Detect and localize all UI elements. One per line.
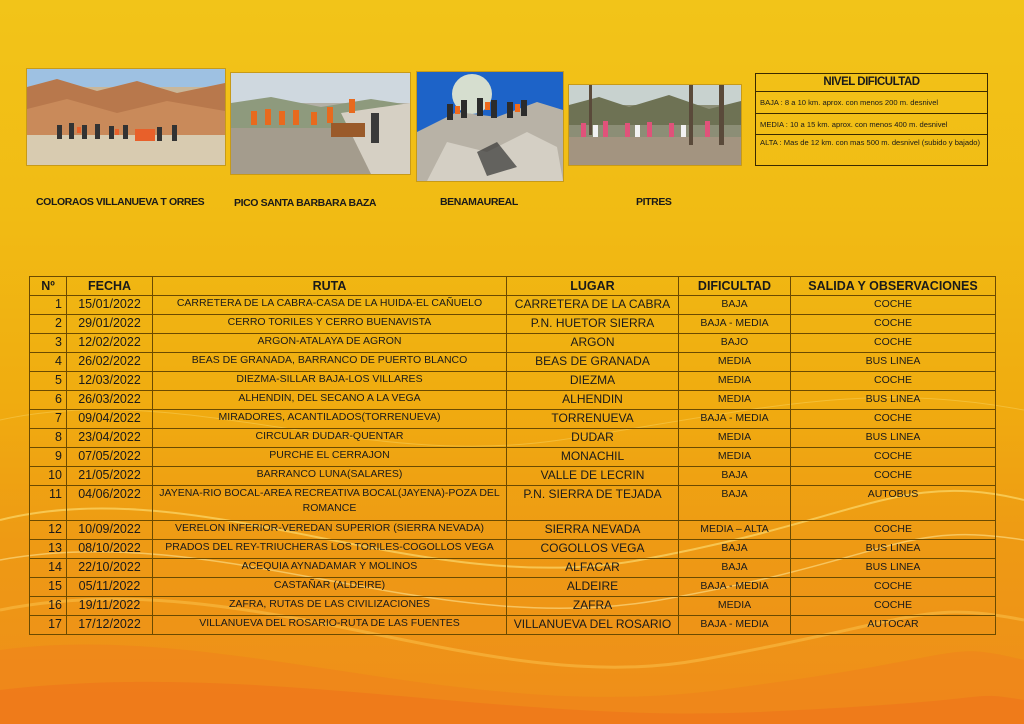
cell-fecha (67, 597, 153, 616)
photo-pico-santa-barbara (230, 72, 411, 175)
cell-fecha (67, 372, 153, 391)
cell-ruta-text: PURCHE EL CERRAJON (269, 449, 390, 461)
cell-lugar-text: BEAS DE GRANADA (535, 354, 650, 368)
header-salida: SALIDA Y OBSERVACIONES (791, 277, 996, 296)
legend-row-baja: BAJA : 8 a 10 km. aprox. con menos 200 m. desnivel (756, 92, 987, 114)
table-row (30, 597, 996, 616)
cell-lugar-text: DIEZMA (569, 373, 616, 387)
cell-salida-text: BUS LINEA (865, 542, 921, 554)
cell-dificultad-text: BAJA (721, 298, 748, 310)
table-row (30, 429, 996, 448)
cell-salida (791, 353, 996, 372)
cell-lugar (507, 429, 679, 448)
cell-fecha-text: 19/11/2022 (78, 598, 141, 612)
cell-fecha-text: 08/10/2022 (78, 541, 141, 555)
cell-ruta-text: CIRCULAR DUDAR-QUENTAR (255, 430, 404, 442)
cell-numero-text: 9 (55, 449, 62, 463)
cell-salida (791, 486, 996, 521)
cell-fecha (67, 448, 153, 467)
cell-lugar (507, 296, 679, 315)
cell-numero (30, 391, 67, 410)
cell-salida-text: COCHE (874, 599, 912, 611)
routes-table (29, 276, 996, 635)
cell-salida-text: COCHE (874, 298, 912, 310)
cell-fecha (67, 467, 153, 486)
cell-numero-text: 7 (55, 411, 62, 425)
cell-numero (30, 486, 67, 521)
cell-numero-text: 17 (48, 617, 62, 631)
cell-fecha-text: 29/01/2022 (78, 316, 141, 330)
cell-ruta (153, 540, 507, 559)
cell-fecha-text: 05/11/2022 (78, 579, 141, 593)
caption-coloraos: COLORAOS VILLANUEVA T ORRES (36, 196, 205, 208)
cell-ruta (153, 315, 507, 334)
cell-salida (791, 296, 996, 315)
cell-salida (791, 448, 996, 467)
cell-ruta-text: ARGON-ATALAYA DE AGRON (257, 335, 402, 347)
cell-numero (30, 372, 67, 391)
badlands-photo-icon (27, 69, 225, 165)
cell-numero (30, 540, 67, 559)
table-row (30, 559, 996, 578)
cell-dificultad-text: MEDIA (717, 599, 752, 611)
header-numero: Nº (30, 277, 67, 296)
cell-numero-text: 4 (55, 354, 62, 368)
cell-salida-text: BUS LINEA (865, 393, 921, 405)
cell-lugar (507, 353, 679, 372)
cell-salida (791, 616, 996, 635)
cell-ruta (153, 448, 507, 467)
cell-ruta (153, 391, 507, 410)
cell-fecha-text: 23/04/2022 (78, 430, 141, 444)
legend-row-alta: ALTA : Mas de 12 km. con mas 500 m. desnivel (subido y bajado) (760, 138, 981, 147)
cell-lugar-text: VILLANUEVA DEL ROSARIO (513, 617, 672, 631)
cell-ruta (153, 296, 507, 315)
cell-fecha (67, 429, 153, 448)
table-row (30, 616, 996, 635)
cell-dificultad (679, 540, 791, 559)
cell-salida (791, 578, 996, 597)
cell-dificultad (679, 616, 791, 635)
cell-fecha-text: 09/04/2022 (78, 411, 141, 425)
cell-numero (30, 616, 67, 635)
table-row (30, 467, 996, 486)
cell-dificultad (679, 315, 791, 334)
cell-salida (791, 315, 996, 334)
table-row (30, 372, 996, 391)
cell-ruta (153, 559, 507, 578)
cell-dificultad-text: BAJA - MEDIA (700, 580, 769, 592)
cell-fecha (67, 559, 153, 578)
cell-salida (791, 540, 996, 559)
header-dificultad: DIFICULTAD (679, 277, 791, 296)
cell-numero (30, 559, 67, 578)
cell-numero-text: 15 (48, 579, 62, 593)
cell-fecha-text: 12/03/2022 (78, 373, 141, 387)
cell-ruta (153, 372, 507, 391)
cell-salida (791, 372, 996, 391)
cell-ruta (153, 467, 507, 486)
cell-dificultad-text: MEDIA (717, 450, 752, 462)
cell-fecha-text: 26/02/2022 (78, 354, 141, 368)
cell-ruta-text: ALHENDIN, DEL SECANO A LA VEGA (238, 392, 421, 404)
cell-salida-text: BUS LINEA (865, 355, 921, 367)
cell-fecha-text: 15/01/2022 (78, 297, 141, 311)
cell-salida-text: AUTOCAR (867, 618, 919, 630)
caption-pitres: PITRES (636, 196, 672, 208)
cell-lugar (507, 315, 679, 334)
cell-lugar (507, 372, 679, 391)
cell-ruta-text: CERRO TORILES Y CERRO BUENAVISTA (227, 316, 432, 328)
cell-numero (30, 296, 67, 315)
cell-lugar-text: ALDEIRE (566, 579, 619, 593)
cell-ruta-text: CASTAÑAR (ALDEIRE) (273, 579, 386, 591)
cell-fecha (67, 410, 153, 429)
cell-ruta-text: DIEZMA-SILLAR BAJA-LOS VILLARES (236, 373, 423, 385)
cell-dificultad (679, 578, 791, 597)
cell-numero (30, 429, 67, 448)
cell-ruta-text: JAYENA-RIO BOCAL-AREA RECREATIVA BOCAL(JAYENA)-POZA DEL ROMANCE (159, 487, 500, 514)
cell-ruta (153, 353, 507, 372)
cell-lugar (507, 467, 679, 486)
cell-dificultad (679, 448, 791, 467)
photo-pitres (568, 84, 742, 166)
cell-dificultad-text: BAJA - MEDIA (700, 412, 769, 424)
cell-lugar (507, 448, 679, 467)
cell-lugar (507, 559, 679, 578)
cell-fecha-text: 04/06/2022 (78, 487, 141, 501)
cell-numero-text: 12 (48, 522, 62, 536)
cell-salida-text: COCHE (874, 580, 912, 592)
cell-dificultad-text: MEDIA (717, 374, 752, 386)
cell-numero (30, 334, 67, 353)
cell-numero-text: 11 (49, 487, 62, 501)
cell-lugar (507, 486, 679, 521)
cell-dificultad-text: BAJA - MEDIA (700, 317, 769, 329)
table-row (30, 540, 996, 559)
cell-lugar (507, 391, 679, 410)
cell-salida-text: COCHE (874, 317, 912, 329)
table-row (30, 448, 996, 467)
cell-ruta (153, 486, 507, 521)
table-header-row (30, 277, 996, 296)
cell-dificultad (679, 486, 791, 521)
cell-salida (791, 429, 996, 448)
legend-row-media: MEDIA : 10 a 15 km. aprox. con menos 400 m. desnivel (756, 114, 987, 135)
cell-lugar-text: ZAFRA (572, 598, 613, 612)
table-row (30, 410, 996, 429)
cell-fecha (67, 315, 153, 334)
cell-salida (791, 334, 996, 353)
table-row (30, 578, 996, 597)
cell-lugar-text: TORRENUEVA (551, 411, 634, 425)
cell-dificultad-text: BAJA (721, 488, 748, 500)
cell-lugar-text: ARGON (570, 335, 615, 349)
table-row (30, 296, 996, 315)
cell-numero-text: 2 (55, 316, 62, 330)
cell-ruta-text: VERELON INFERIOR-VEREDAN SUPERIOR (SIERRA NEVADA) (174, 522, 485, 534)
caption-benamaureal: BENAMAUREAL (440, 196, 518, 208)
cell-fecha-text: 22/10/2022 (78, 560, 141, 574)
cell-dificultad-text: MEDIA – ALTA (700, 523, 769, 535)
cell-salida (791, 597, 996, 616)
cell-dificultad (679, 521, 791, 540)
cell-salida (791, 521, 996, 540)
cell-fecha-text: 07/05/2022 (78, 449, 141, 463)
cell-lugar-text: P.N. SIERRA DE TEJADA (523, 487, 662, 501)
cell-salida-text: AUTOBUS (867, 488, 919, 500)
cell-dificultad (679, 410, 791, 429)
cell-ruta (153, 429, 507, 448)
cell-numero-text: 1 (55, 297, 62, 311)
cell-dificultad (679, 353, 791, 372)
summit-photo-icon (231, 73, 410, 174)
cell-numero (30, 578, 67, 597)
table-row (30, 334, 996, 353)
cell-dificultad (679, 334, 791, 353)
cell-dificultad (679, 296, 791, 315)
cell-fecha-text: 17/12/2022 (78, 617, 141, 631)
cell-fecha (67, 334, 153, 353)
cell-ruta-text: PRADOS DEL REY-TRIUCHERAS LOS TORILES-COGOLLOS VEGA (165, 541, 494, 553)
photo-coloraos (26, 68, 226, 166)
cell-fecha-text: 21/05/2022 (78, 468, 141, 482)
cell-fecha-text: 12/02/2022 (78, 335, 141, 349)
cell-lugar-text: P.N. HUETOR SIERRA (530, 316, 655, 330)
cell-lugar-text: SIERRA NEVADA (544, 522, 641, 536)
rock-summit-photo-icon (417, 72, 563, 181)
cell-ruta-text: ACEQUIA AYNADAMAR Y MOLINOS (241, 560, 418, 572)
cell-salida-text: COCHE (874, 523, 912, 535)
cell-fecha-text: 26/03/2022 (78, 392, 141, 406)
cell-lugar-text: DUDAR (571, 430, 614, 444)
cell-ruta (153, 616, 507, 635)
cell-ruta-text: BEAS DE GRANADA, BARRANCO DE PUERTO BLANCO (191, 354, 468, 366)
cell-dificultad-text: BAJA (721, 469, 748, 481)
cell-dificultad (679, 597, 791, 616)
cell-dificultad-text: MEDIA (717, 393, 752, 405)
cell-numero-text: 16 (48, 598, 62, 612)
cell-salida-text: BUS LINEA (865, 431, 921, 443)
cell-salida-text: COCHE (874, 450, 912, 462)
cell-ruta-text: BARRANCO LUNA(SALARES) (256, 468, 403, 480)
cell-ruta-text: ZAFRA, RUTAS DE LAS CIVILIZACIONES (228, 598, 431, 610)
cell-fecha-text: 10/09/2022 (78, 522, 141, 536)
cell-numero-text: 5 (55, 373, 62, 387)
header-fecha: FECHA (67, 277, 153, 296)
cell-lugar (507, 616, 679, 635)
cell-dificultad-text: BAJA (721, 561, 748, 573)
cell-numero (30, 467, 67, 486)
cell-salida-text: COCHE (874, 336, 912, 348)
header-lugar: LUGAR (507, 277, 679, 296)
cell-numero (30, 597, 67, 616)
cell-dificultad-text: MEDIA (717, 431, 752, 443)
cell-lugar (507, 540, 679, 559)
cell-salida (791, 391, 996, 410)
header-ruta: RUTA (153, 277, 507, 296)
cell-salida-text: BUS LINEA (865, 561, 921, 573)
cell-numero-text: 10 (48, 468, 62, 482)
cell-lugar-text: MONACHIL (560, 449, 625, 463)
cell-ruta-text: MIRADORES, ACANTILADOS(TORRENUEVA) (218, 411, 441, 423)
cell-fecha (67, 486, 153, 521)
cell-numero (30, 410, 67, 429)
cell-numero (30, 448, 67, 467)
cell-numero-text: 14 (48, 560, 62, 574)
cell-lugar-text: ALFACAR (565, 560, 620, 574)
cell-fecha (67, 616, 153, 635)
cell-dificultad-text: MEDIA (717, 355, 752, 367)
cell-fecha (67, 353, 153, 372)
cell-dificultad-text: BAJO (720, 336, 749, 348)
cell-ruta-text: CARRETERA DE LA CABRA-CASA DE LA HUIDA-EL CAÑUELO (176, 297, 483, 309)
cell-lugar-text: VALLE DE LECRIN (540, 468, 645, 482)
cell-fecha (67, 578, 153, 597)
table-row (30, 315, 996, 334)
difficulty-legend (755, 73, 988, 166)
cell-ruta (153, 597, 507, 616)
cell-numero-text: 3 (55, 335, 62, 349)
cell-lugar (507, 521, 679, 540)
cell-numero-text: 6 (55, 392, 62, 406)
cell-salida (791, 559, 996, 578)
cell-salida-text: COCHE (874, 374, 912, 386)
cell-fecha (67, 296, 153, 315)
cell-ruta (153, 410, 507, 429)
cell-ruta-text: VILLANUEVA DEL ROSARIO-RUTA DE LAS FUENTES (199, 617, 460, 629)
cell-numero (30, 521, 67, 540)
cell-lugar (507, 410, 679, 429)
cell-dificultad (679, 467, 791, 486)
cell-salida (791, 467, 996, 486)
cell-ruta (153, 578, 507, 597)
cell-fecha (67, 540, 153, 559)
cell-fecha (67, 521, 153, 540)
photo-benamaureal (416, 71, 564, 182)
table-row (30, 486, 996, 521)
cell-lugar (507, 597, 679, 616)
cell-fecha (67, 391, 153, 410)
cell-lugar (507, 578, 679, 597)
caption-pico-santa-barbara: PICO SANTA BARBARA BAZA (234, 197, 377, 209)
cell-dificultad (679, 391, 791, 410)
legend-title: NIVEL DIFICULTAD (756, 74, 987, 92)
cell-salida-text: COCHE (874, 469, 912, 481)
cell-lugar-text: COGOLLOS VEGA (540, 541, 645, 555)
cell-dificultad (679, 372, 791, 391)
table-row (30, 353, 996, 372)
table-row (30, 391, 996, 410)
cell-ruta (153, 521, 507, 540)
cell-ruta (153, 334, 507, 353)
cell-numero-text: 8 (55, 430, 62, 444)
forest-photo-icon (569, 85, 741, 165)
cell-salida-text: COCHE (874, 412, 912, 424)
cell-dificultad-text: BAJA - MEDIA (700, 618, 769, 630)
cell-dificultad (679, 559, 791, 578)
cell-numero (30, 315, 67, 334)
cell-lugar-text: ALHENDIN (562, 392, 623, 406)
cell-numero-text: 13 (48, 541, 62, 555)
cell-dificultad-text: BAJA (721, 542, 748, 554)
cell-dificultad (679, 429, 791, 448)
table-row (30, 521, 996, 540)
cell-lugar-text: CARRETERA DE LA CABRA (514, 297, 671, 311)
cell-lugar (507, 334, 679, 353)
cell-numero (30, 353, 67, 372)
cell-salida (791, 410, 996, 429)
